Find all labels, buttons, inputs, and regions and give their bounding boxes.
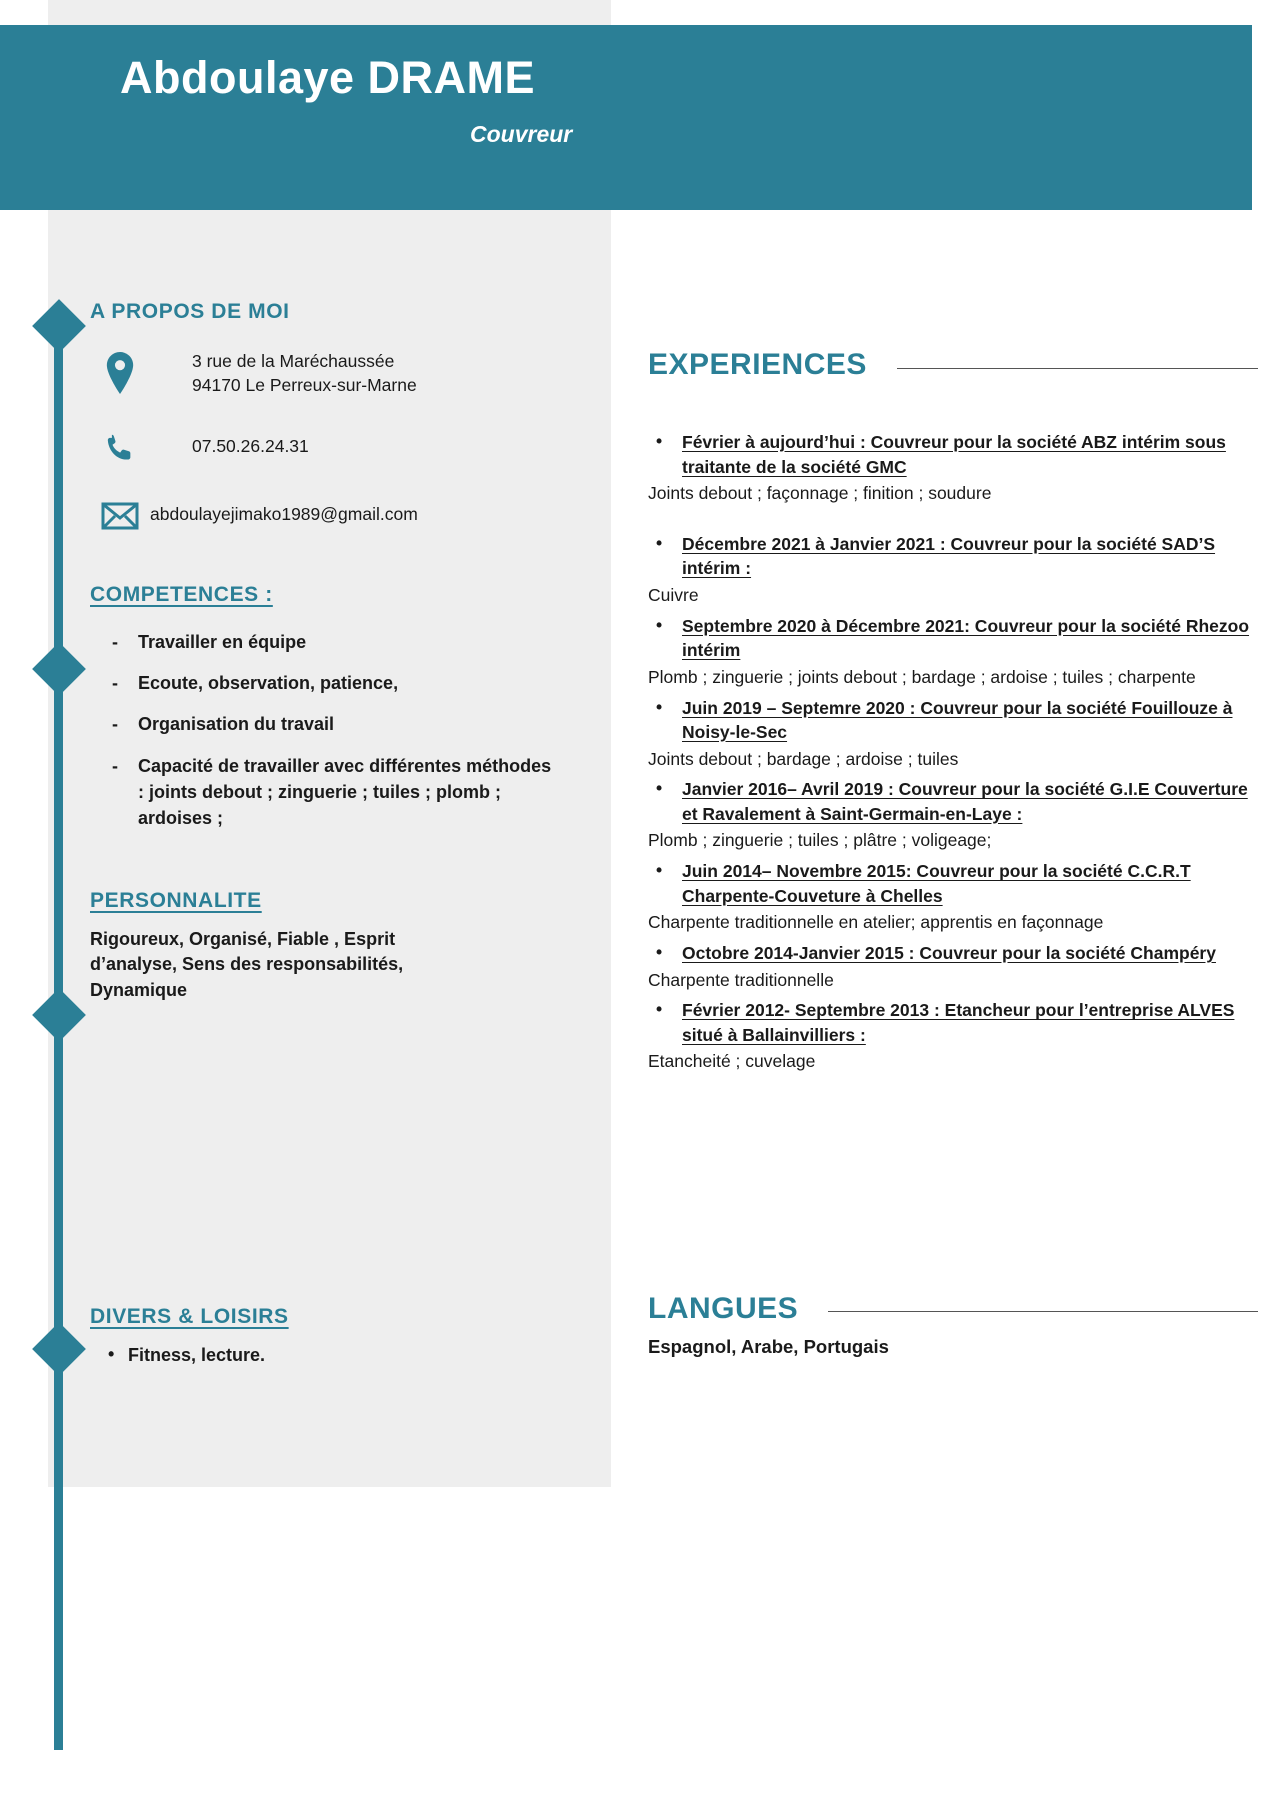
experience-item: [648, 430, 1258, 506]
heading-divider: [897, 368, 1258, 369]
langues-text: Espagnol, Arabe, Portugais: [648, 1336, 889, 1357]
divers-heading: DIVERS & LOISIRS: [90, 1305, 289, 1328]
experiences-heading-row: [648, 348, 1258, 382]
contact-phone-row: [90, 429, 560, 467]
experience-item: [648, 614, 1258, 690]
heading-divider: [828, 1311, 1258, 1312]
timeline-line: [54, 340, 63, 1750]
experience-detail: Plomb ; zinguerie ; joints debout ; bardage ; ardoise ; tuiles ; charpente: [648, 666, 1196, 687]
experience-title: • Janvier 2016– Avril 2019 : Couvreur pour la société G.I.E Couverture et Ravalement à Saint-Germain-en-Laye :: [648, 777, 1258, 826]
candidate-name: Abdoulaye DRAME: [120, 52, 536, 103]
divers-section: [90, 1305, 560, 1368]
list-item: - Organisation du travail: [90, 711, 560, 737]
experience-item: [648, 859, 1258, 935]
contact-phone: 07.50.26.24.31: [192, 436, 309, 457]
location-pin-icon: [90, 350, 150, 394]
experience-item: [648, 696, 1258, 772]
experience-title: • Février 2012- Septembre 2013 : Etancheur pour l’entreprise ALVES situé à Ballainvilliers :: [648, 998, 1258, 1047]
competences-list: [90, 629, 560, 831]
experience-item: [648, 532, 1258, 608]
personnalite-heading: PERSONNALITE: [90, 888, 262, 912]
experience-title: • Octobre 2014-Janvier 2015 : Couvreur pour la société Champéry: [648, 941, 1258, 966]
experience-item: [648, 998, 1258, 1074]
experience-detail: Charpente traditionnelle: [648, 969, 834, 990]
address-line-1: 3 rue de la Maréchaussée: [192, 351, 395, 371]
experience-title: • Septembre 2020 à Décembre 2021: Couvreur pour la société Rhezoo intérim: [648, 614, 1258, 663]
contact-address-row: [90, 350, 560, 397]
experience-detail: Charpente traditionnelle en atelier; apprentis en façonnage: [648, 912, 1104, 933]
experience-title: • Décembre 2021 à Janvier 2021 : Couvreur pour la société SAD’S intérim :: [648, 532, 1258, 581]
personnalite-text: Rigoureux, Organisé, Fiable , Esprit d’analyse, Sens des responsabilités, Dynamique: [90, 928, 404, 1000]
experience-title: • Février à aujourd’hui : Couvreur pour la société ABZ intérim sous traitante de la société GMC: [648, 430, 1258, 479]
phone-icon: [90, 429, 150, 467]
candidate-job-title: Couvreur: [470, 120, 573, 147]
langues-heading: LANGUES: [648, 1292, 799, 1325]
address-line-2: 94170 Le Perreux-sur-Marne: [192, 374, 417, 395]
contact-list: [90, 350, 560, 531]
list-item: - Travailler en équipe: [90, 629, 560, 655]
divers-list: [90, 1343, 560, 1368]
experience-detail: Joints debout ; bardage ; ardoise ; tuiles: [648, 748, 959, 769]
experience-title: • Juin 2019 – Septemre 2020 : Couvreur pour la société Fouillouze à Noisy-le-Sec: [648, 696, 1258, 745]
experiences-section: [648, 348, 1258, 1080]
experience-detail: Etancheité ; cuvelage: [648, 1051, 816, 1072]
experience-item: [648, 941, 1258, 992]
about-section: [90, 300, 560, 531]
list-item: - Capacité de travailler avec différentes méthodes : joints debout ; zinguerie ; tuiles ; plomb ; ardoises ;: [90, 753, 560, 831]
langues-section: [648, 1292, 1258, 1358]
langues-heading-row: [648, 1292, 1258, 1326]
experience-detail: Cuivre: [648, 584, 699, 605]
sidebar: [90, 300, 560, 1003]
list-item: - Ecoute, observation, patience,: [90, 670, 560, 696]
contact-email: abdoulayejimako1989@gmail.com: [150, 504, 418, 525]
contact-email-row: [90, 499, 560, 531]
experiences-list: [648, 430, 1258, 1074]
competences-heading: COMPETENCES :: [90, 583, 273, 607]
competences-section: [90, 583, 560, 831]
experience-detail: Plomb ; zinguerie ; tuiles ; plâtre ; voligeage;: [648, 830, 992, 851]
experience-title: • Juin 2014– Novembre 2015: Couvreur pour la société C.C.R.T Charpente-Couveture à Chelles: [648, 859, 1258, 908]
contact-address: [192, 350, 417, 397]
experience-item: [648, 777, 1258, 853]
experience-detail: Joints debout ; façonnage ; finition ; soudure: [648, 483, 992, 503]
personnalite-section: [90, 889, 560, 1004]
about-heading: A PROPOS DE MOI: [90, 300, 290, 323]
envelope-icon: [90, 499, 150, 531]
resume-header: [0, 25, 1252, 210]
list-item: • Fitness, lecture.: [90, 1343, 560, 1368]
experiences-heading: EXPERIENCES: [648, 348, 867, 381]
